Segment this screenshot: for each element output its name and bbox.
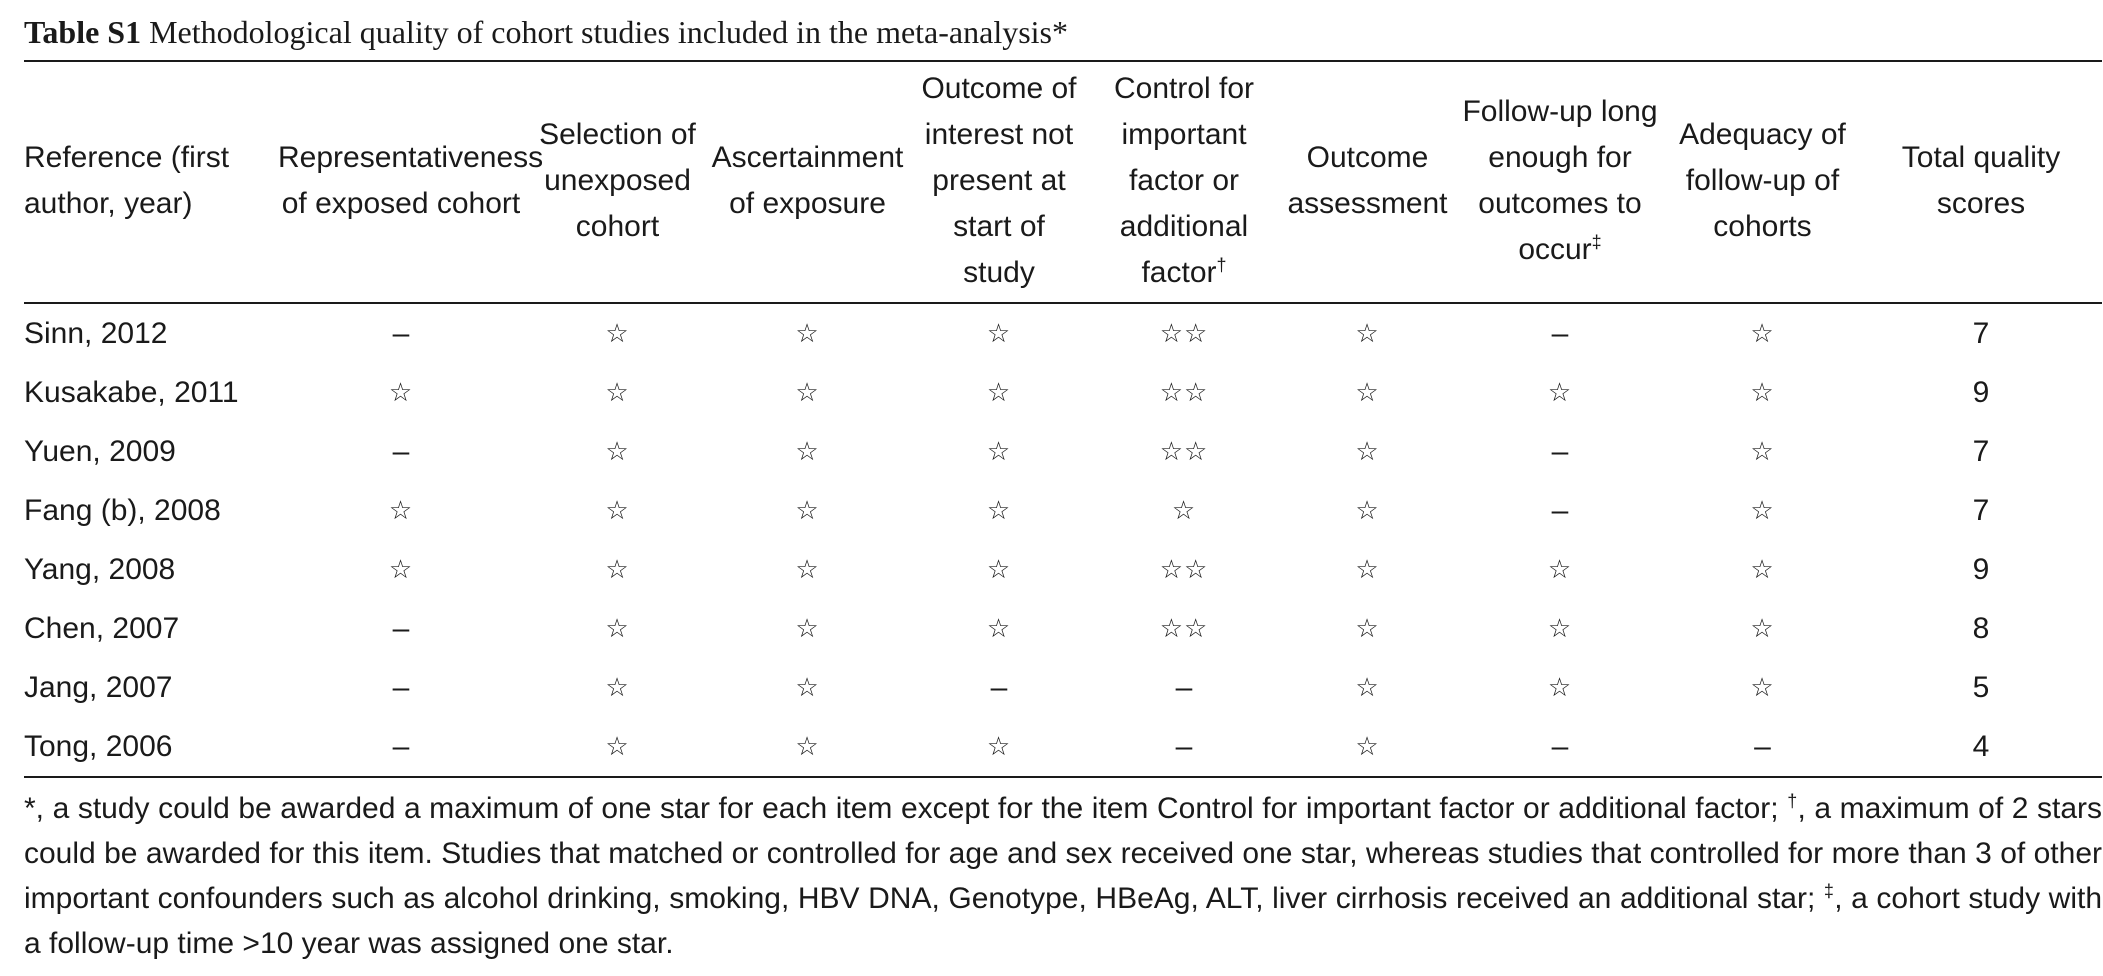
total-score-cell: 9 [1972,552,1990,586]
table-row [24,717,2102,777]
header-row [24,61,2102,303]
total-score-cell: 8 [1972,611,1990,645]
rating-cell: ☆ [1355,554,1380,585]
rating-cell: – [1175,729,1193,763]
total-score-cell: 7 [1972,434,1990,468]
column-header-text: Outcome assessment [1287,141,1448,220]
rating-cell: ☆ [1547,377,1573,408]
rating-cell: ☆ [605,377,630,408]
rating-cell: ☆ [1750,377,1775,408]
rating-cell: ☆☆ [1159,377,1209,408]
table-row [24,303,2102,363]
rating-cell: ☆ [986,554,1012,585]
rating-cell: ☆ [388,495,414,526]
document-page [24,10,2102,966]
column-header [1455,61,1665,303]
reference-cell: Kusakabe, 2011 [24,375,239,409]
footnote-part-1: *, a study could be awarded a maximum of one star for each item except for the item Control for important factor or additional factor; [24,792,1788,825]
rating-cell: ☆ [986,613,1012,644]
rating-cell: ☆ [1355,672,1380,703]
rating-cell: ☆ [605,731,630,762]
total-score-cell: 9 [1972,375,1990,409]
rating-cell: ☆ [795,731,820,762]
rating-cell: ☆ [605,613,630,644]
table-body [24,303,2102,777]
column-header [1860,61,2102,303]
rating-cell: – [392,729,410,763]
rating-cell: – [990,670,1008,704]
rating-cell: ☆ [986,495,1012,526]
rating-cell: ☆ [1171,495,1197,526]
rating-cell: ☆ [986,436,1012,467]
rating-cell: ☆ [388,377,414,408]
rating-cell: – [392,670,410,704]
rating-cell: ☆ [795,436,820,467]
total-score-cell: 7 [1972,316,1990,350]
column-header [1280,61,1455,303]
rating-cell: ☆ [1355,613,1380,644]
rating-cell: ☆ [795,377,820,408]
quality-table [24,60,2102,778]
rating-cell: – [392,316,410,350]
column-header [705,61,910,303]
column-header [1088,61,1280,303]
footnote-part-2: , a maximum of 2 stars could be awarded for this item. Studies that matched or controlled for age and sex received one star, whereas studies that controlled for more than 3 of other important confounders such as alcohol drinking, smoking, HBV DNA, Genotype, HBeAg, ALT, liver cirrhosis received an additional star; [24,792,2103,915]
rating-cell: ☆ [388,554,414,585]
total-score-cell: 5 [1972,670,1990,704]
rating-cell: ☆ [1750,613,1775,644]
footnote-dagger: † [1787,791,1798,811]
rating-cell: ☆ [1750,672,1775,703]
table-row [24,363,2102,422]
rating-cell: ☆ [1355,318,1380,349]
rating-cell: – [392,611,410,645]
column-header [910,61,1088,303]
rating-cell: ☆ [1750,495,1775,526]
column-header-text: Adequacy of follow-up of cohorts [1679,118,1846,243]
reference-cell: Tong, 2006 [24,729,173,763]
table-title: Methodological quality of cohort studies included in the meta-analysis* [149,14,1068,50]
rating-cell: ☆ [795,554,820,585]
rating-cell: ☆☆ [1159,436,1209,467]
rating-cell: ☆ [986,318,1012,349]
rating-cell: – [392,434,410,468]
column-header [1665,61,1860,303]
rating-cell: ☆ [1750,554,1775,585]
rating-cell: – [1175,670,1193,704]
column-header-text: Selection of unexposed cohort [539,118,696,243]
column-header [272,61,544,303]
table-row [24,658,2102,717]
rating-cell: ☆ [605,672,630,703]
footnote-double-dagger: ‡ [1823,881,1835,901]
reference-cell: Chen, 2007 [24,611,180,645]
rating-cell: ☆ [1750,436,1775,467]
rating-cell: ☆ [1547,554,1573,585]
footnote-part-3: , a cohort study with a follow-up time >10 year was assigned one star. [24,882,2103,960]
column-header-text: Total quality scores [1901,141,2061,220]
rating-cell: ☆ [1750,318,1775,349]
table-row [24,599,2102,658]
rating-cell: ☆ [986,377,1012,408]
column-header-text: Reference (first author, year) [24,141,230,220]
column-header-footnote-mark: ‡ [1591,232,1602,252]
rating-cell: ☆ [1355,731,1380,762]
table-row [24,422,2102,481]
rating-cell: ☆ [605,495,630,526]
rating-cell: – [1551,729,1569,763]
rating-cell: ☆ [986,731,1012,762]
reference-cell: Yang, 2008 [24,552,176,586]
table-label: Table S1 [24,14,142,50]
total-score-cell: 4 [1972,729,1990,763]
table-footnote [24,786,2102,966]
column-header-text: Control for important factor or additional factor [1113,72,1255,289]
rating-cell: ☆ [1355,495,1380,526]
rating-cell: ☆☆ [1159,554,1209,585]
rating-cell: – [1754,729,1771,763]
rating-cell: ☆ [1355,377,1380,408]
column-header-text: Ascertainment of exposure [711,141,904,220]
rating-cell: ☆ [795,318,820,349]
column-header-footnote-mark: † [1216,255,1227,275]
column-header-text: Representativeness of exposed cohort [278,141,544,220]
table-header [24,61,2102,303]
rating-cell: – [1551,493,1569,527]
reference-cell: Yuen, 2009 [24,434,176,468]
rating-cell: ☆ [605,318,630,349]
table-caption [24,10,2102,60]
rating-cell: ☆ [1547,613,1573,644]
table-row [24,540,2102,599]
rating-cell: ☆ [1355,436,1380,467]
reference-cell: Sinn, 2012 [24,316,168,350]
rating-cell: – [1551,316,1569,350]
rating-cell: – [1551,434,1569,468]
rating-cell: ☆ [795,613,820,644]
reference-cell: Fang (b), 2008 [24,493,221,527]
rating-cell: ☆☆ [1159,613,1209,644]
column-header [530,61,705,303]
rating-cell: ☆ [1547,672,1573,703]
column-header-text: Follow-up long enough for outcomes to occur [1462,95,1658,266]
rating-cell: ☆ [795,672,820,703]
column-header [24,61,272,303]
reference-cell: Jang, 2007 [24,670,173,704]
total-score-cell: 7 [1972,493,1990,527]
rating-cell: ☆☆ [1159,318,1209,349]
rating-cell: ☆ [605,436,630,467]
rating-cell: ☆ [605,554,630,585]
column-header-text: Outcome of interest not present at start of study [921,72,1077,289]
table-row [24,481,2102,540]
rating-cell: ☆ [795,495,820,526]
